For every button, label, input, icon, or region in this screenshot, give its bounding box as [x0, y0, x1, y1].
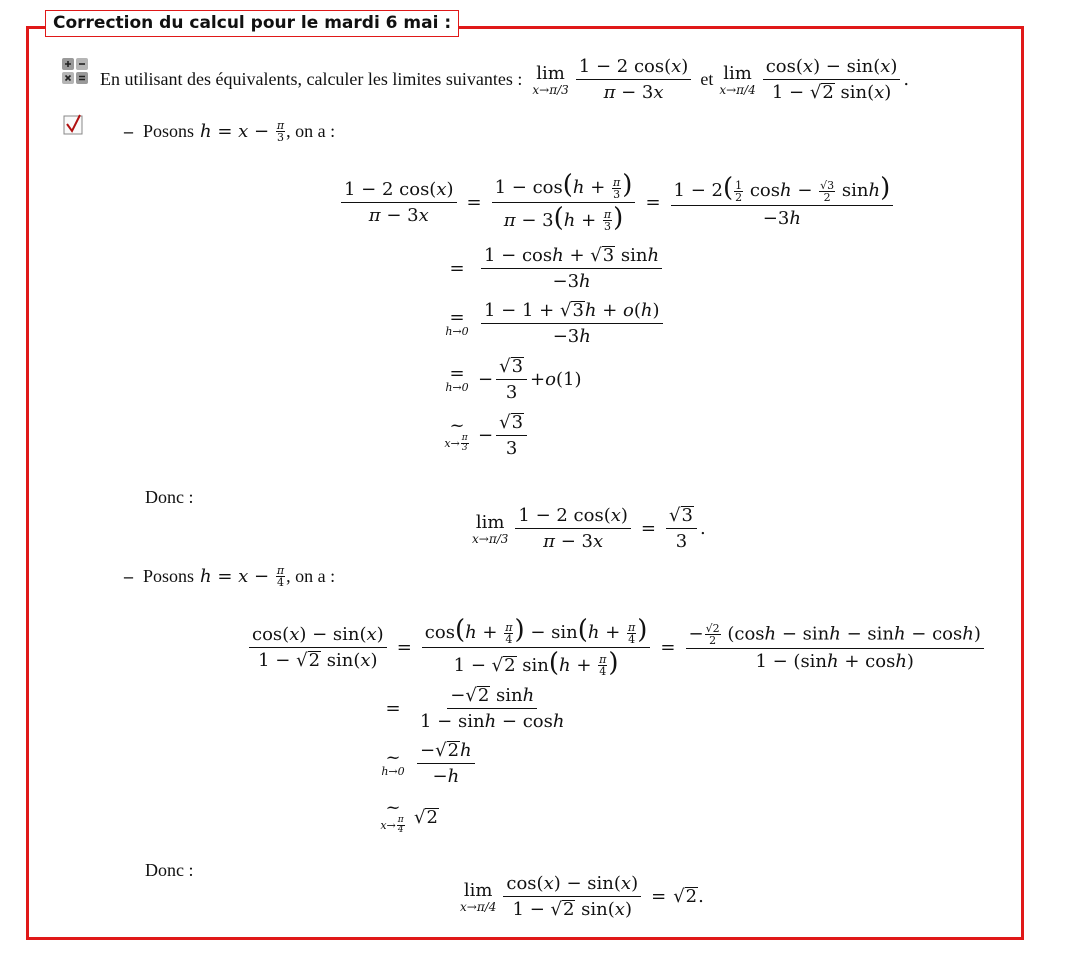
limit-2-statement: lim x→π/4 cos(x) − sin(x) 1 − √ 2 sin(x) . — [719, 56, 910, 103]
part2-donc: Donc : — [145, 860, 194, 880]
part2-bullet: – — [124, 566, 133, 586]
part2-derivation-line-3: ~ h→0 − √ 2 h −h — [372, 740, 478, 787]
part1-on-a: , on a : — [286, 121, 336, 141]
part2-derivation-line-1: cos(x) − sin(x) 1 − √ 2 sin(x) = cos(h + $\frac{\pi}{4}$ ) − sin(h + $\frac{\pi}{4}$ ) 1 − √ 2 sin(h + $\frac{\pi}{4}$ ) = − $\frac{√2}{2}$ (cosh − sinh − sinh − cosh) 1 − (sinh + cosh) — [246, 617, 987, 677]
part2-heading — [124, 565, 335, 588]
part1-result: lim x→π/3 $\frac{1 - 2 \cos(x)}{\pi - 3x}$ = √ 3 3 . — [472, 505, 706, 552]
part1-derivation-line-5: ~ x→ $\frac{\pi}{3}$ − √ 3 3 — [436, 412, 530, 459]
page-title: Correction du calcul pour le mardi 6 mai : — [45, 10, 459, 37]
checkmark-icon — [63, 113, 85, 135]
part1-substitution: h = x − $\frac{\pi}{3}$ — [200, 119, 285, 144]
part1-posons: Posons — [143, 121, 195, 141]
part1-heading — [124, 120, 335, 143]
part2-on-a: , on a : — [286, 566, 336, 586]
part2-posons: Posons — [143, 566, 195, 586]
part1-derivation-line-1: $\frac{1 - 2 \cos(x)}{\pi - 3x}$ = 1 − cos(h + $\frac{\pi}{3}$ ) π − 3(h + $\frac{\pi}{3}$ ) = 1 − 2( $\frac{1}{2}$ cosh − $\frac{√3}{2}$ sinh) −3h — [338, 172, 896, 232]
intro-and: et — [700, 69, 714, 89]
part1-derivation-line-3: = h→0 1 − 1 + √ 3 h + o(h) −3h — [436, 300, 666, 347]
part1-derivation-line-4: = h→0 − √ 3 3 + o (1) — [445, 356, 582, 403]
part2-derivation-line-2: = − √ 2 sinh 1 − sinh − cosh — [385, 685, 565, 732]
intro-text: En utilisant des équivalents, calculer les limites suivantes : — [100, 69, 523, 89]
part1-donc: Donc : — [145, 487, 194, 507]
part1-derivation-line-2: = 1 − cosh + √ 3 sinh −3h — [436, 245, 665, 292]
part2-derivation-line-4: ~ x→ $\frac{\pi}{4}$ √ 2 — [380, 797, 438, 835]
exercise-frame — [26, 26, 1024, 940]
limit-1-statement: lim x→π/3 $\frac{1 - 2 \cos(x)}{\pi - 3x}$ — [532, 56, 694, 103]
part2-result: lim x→π/4 cos(x) − sin(x) 1 − √ 2 sin(x) = √ 2 . — [460, 873, 704, 920]
intro-line — [100, 56, 909, 103]
calculator-icon — [62, 58, 88, 84]
part1-bullet: – — [124, 121, 133, 141]
part2-substitution: h = x − $\frac{\pi}{4}$ — [200, 564, 285, 589]
